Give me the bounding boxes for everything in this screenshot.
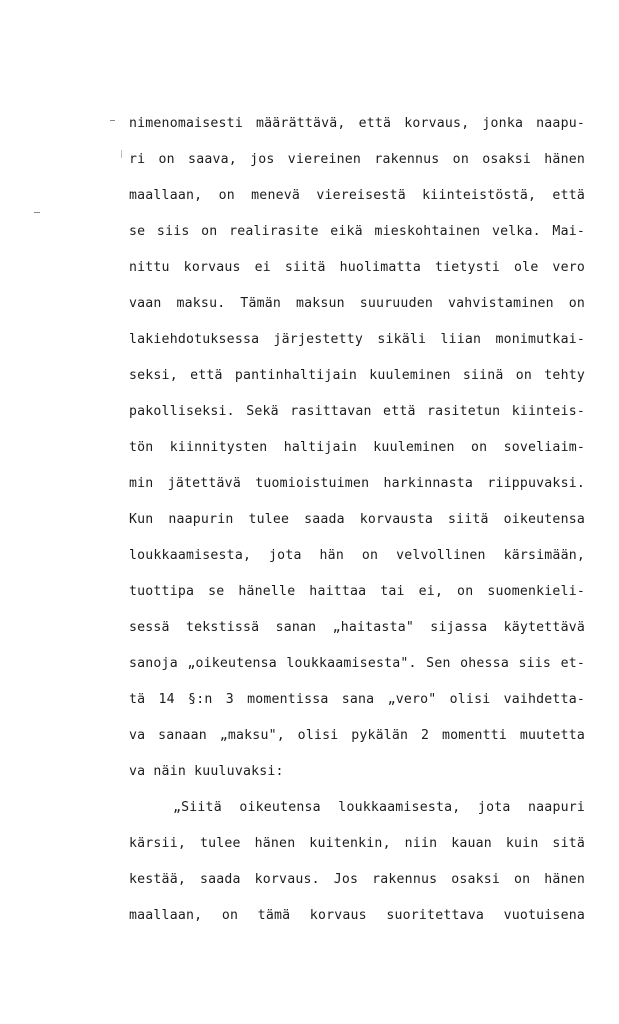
margin-mark xyxy=(121,150,122,158)
text-line-18: va sanaan „maksu", olisi pykälän 2 momentti muutetta xyxy=(129,728,585,743)
text-line-8: seksi, että pantinhaltijain kuuleminen siinä on tehty xyxy=(129,368,585,383)
text-line-12: Kun naapurin tulee saada korvausta siitä oikeutensa xyxy=(129,512,585,527)
text-line-9: pakolliseksi. Sekä rasittavan että rasitetun kiinteis- xyxy=(129,404,585,419)
text-line-7: lakiehdotuksessa järjestetty sikäli liian monimutkai- xyxy=(129,332,585,347)
text-line-5: nittu korvaus ei siitä huolimatta tietysti ole vero xyxy=(129,260,585,275)
text-line-17: tä 14 §:n 3 momentissa sana „vero" olisi vaihdetta- xyxy=(129,692,585,707)
text-line-6: vaan maksu. Tämän maksun suuruuden vahvistaminen on xyxy=(129,296,585,311)
margin-mark xyxy=(34,212,40,213)
text-line-14: tuottipa se hänelle haittaa tai ei, on suomenkieli- xyxy=(129,584,585,599)
text-line-15: sessä tekstissä sanan „haitasta" sijassa käytettävä xyxy=(129,620,585,635)
text-line-16: sanoja „oikeutensa loukkaamisesta". Sen ohessa siis et- xyxy=(129,656,585,671)
text-line-23: maallaan, on tämä korvaus suoritettava vuotuisena xyxy=(129,908,585,923)
text-line-2: ri on saava, jos viereinen rakennus on osaksi hänen xyxy=(129,152,585,167)
text-line-1: nimenomaisesti määrättävä, että korvaus, jonka naapu- xyxy=(129,116,585,131)
text-line-21: kärsii, tulee hänen kuitenkin, niin kauan kuin sitä xyxy=(129,836,585,851)
text-line-13: loukkaamisesta, jota hän on velvollinen kärsimään, xyxy=(129,548,585,563)
text-line-11: min jätettävä tuomioistuimen harkinnasta riippuvaksi. xyxy=(129,476,585,491)
text-line-20: „Siitä oikeutensa loukkaamisesta, jota naapuri xyxy=(173,800,585,815)
text-line-4: se siis on realirasite eikä mieskohtainen velka. Mai- xyxy=(129,224,585,239)
text-line-19: va näin kuuluvaksi: xyxy=(129,764,284,779)
margin-mark xyxy=(110,120,115,121)
text-line-3: maallaan, on menevä viereisestä kiinteistöstä, että xyxy=(129,188,585,203)
text-line-22: kestää, saada korvaus. Jos rakennus osaksi on hänen xyxy=(129,872,585,887)
text-line-10: tön kiinnitysten haltijain kuuleminen on soveliaim- xyxy=(129,440,585,455)
